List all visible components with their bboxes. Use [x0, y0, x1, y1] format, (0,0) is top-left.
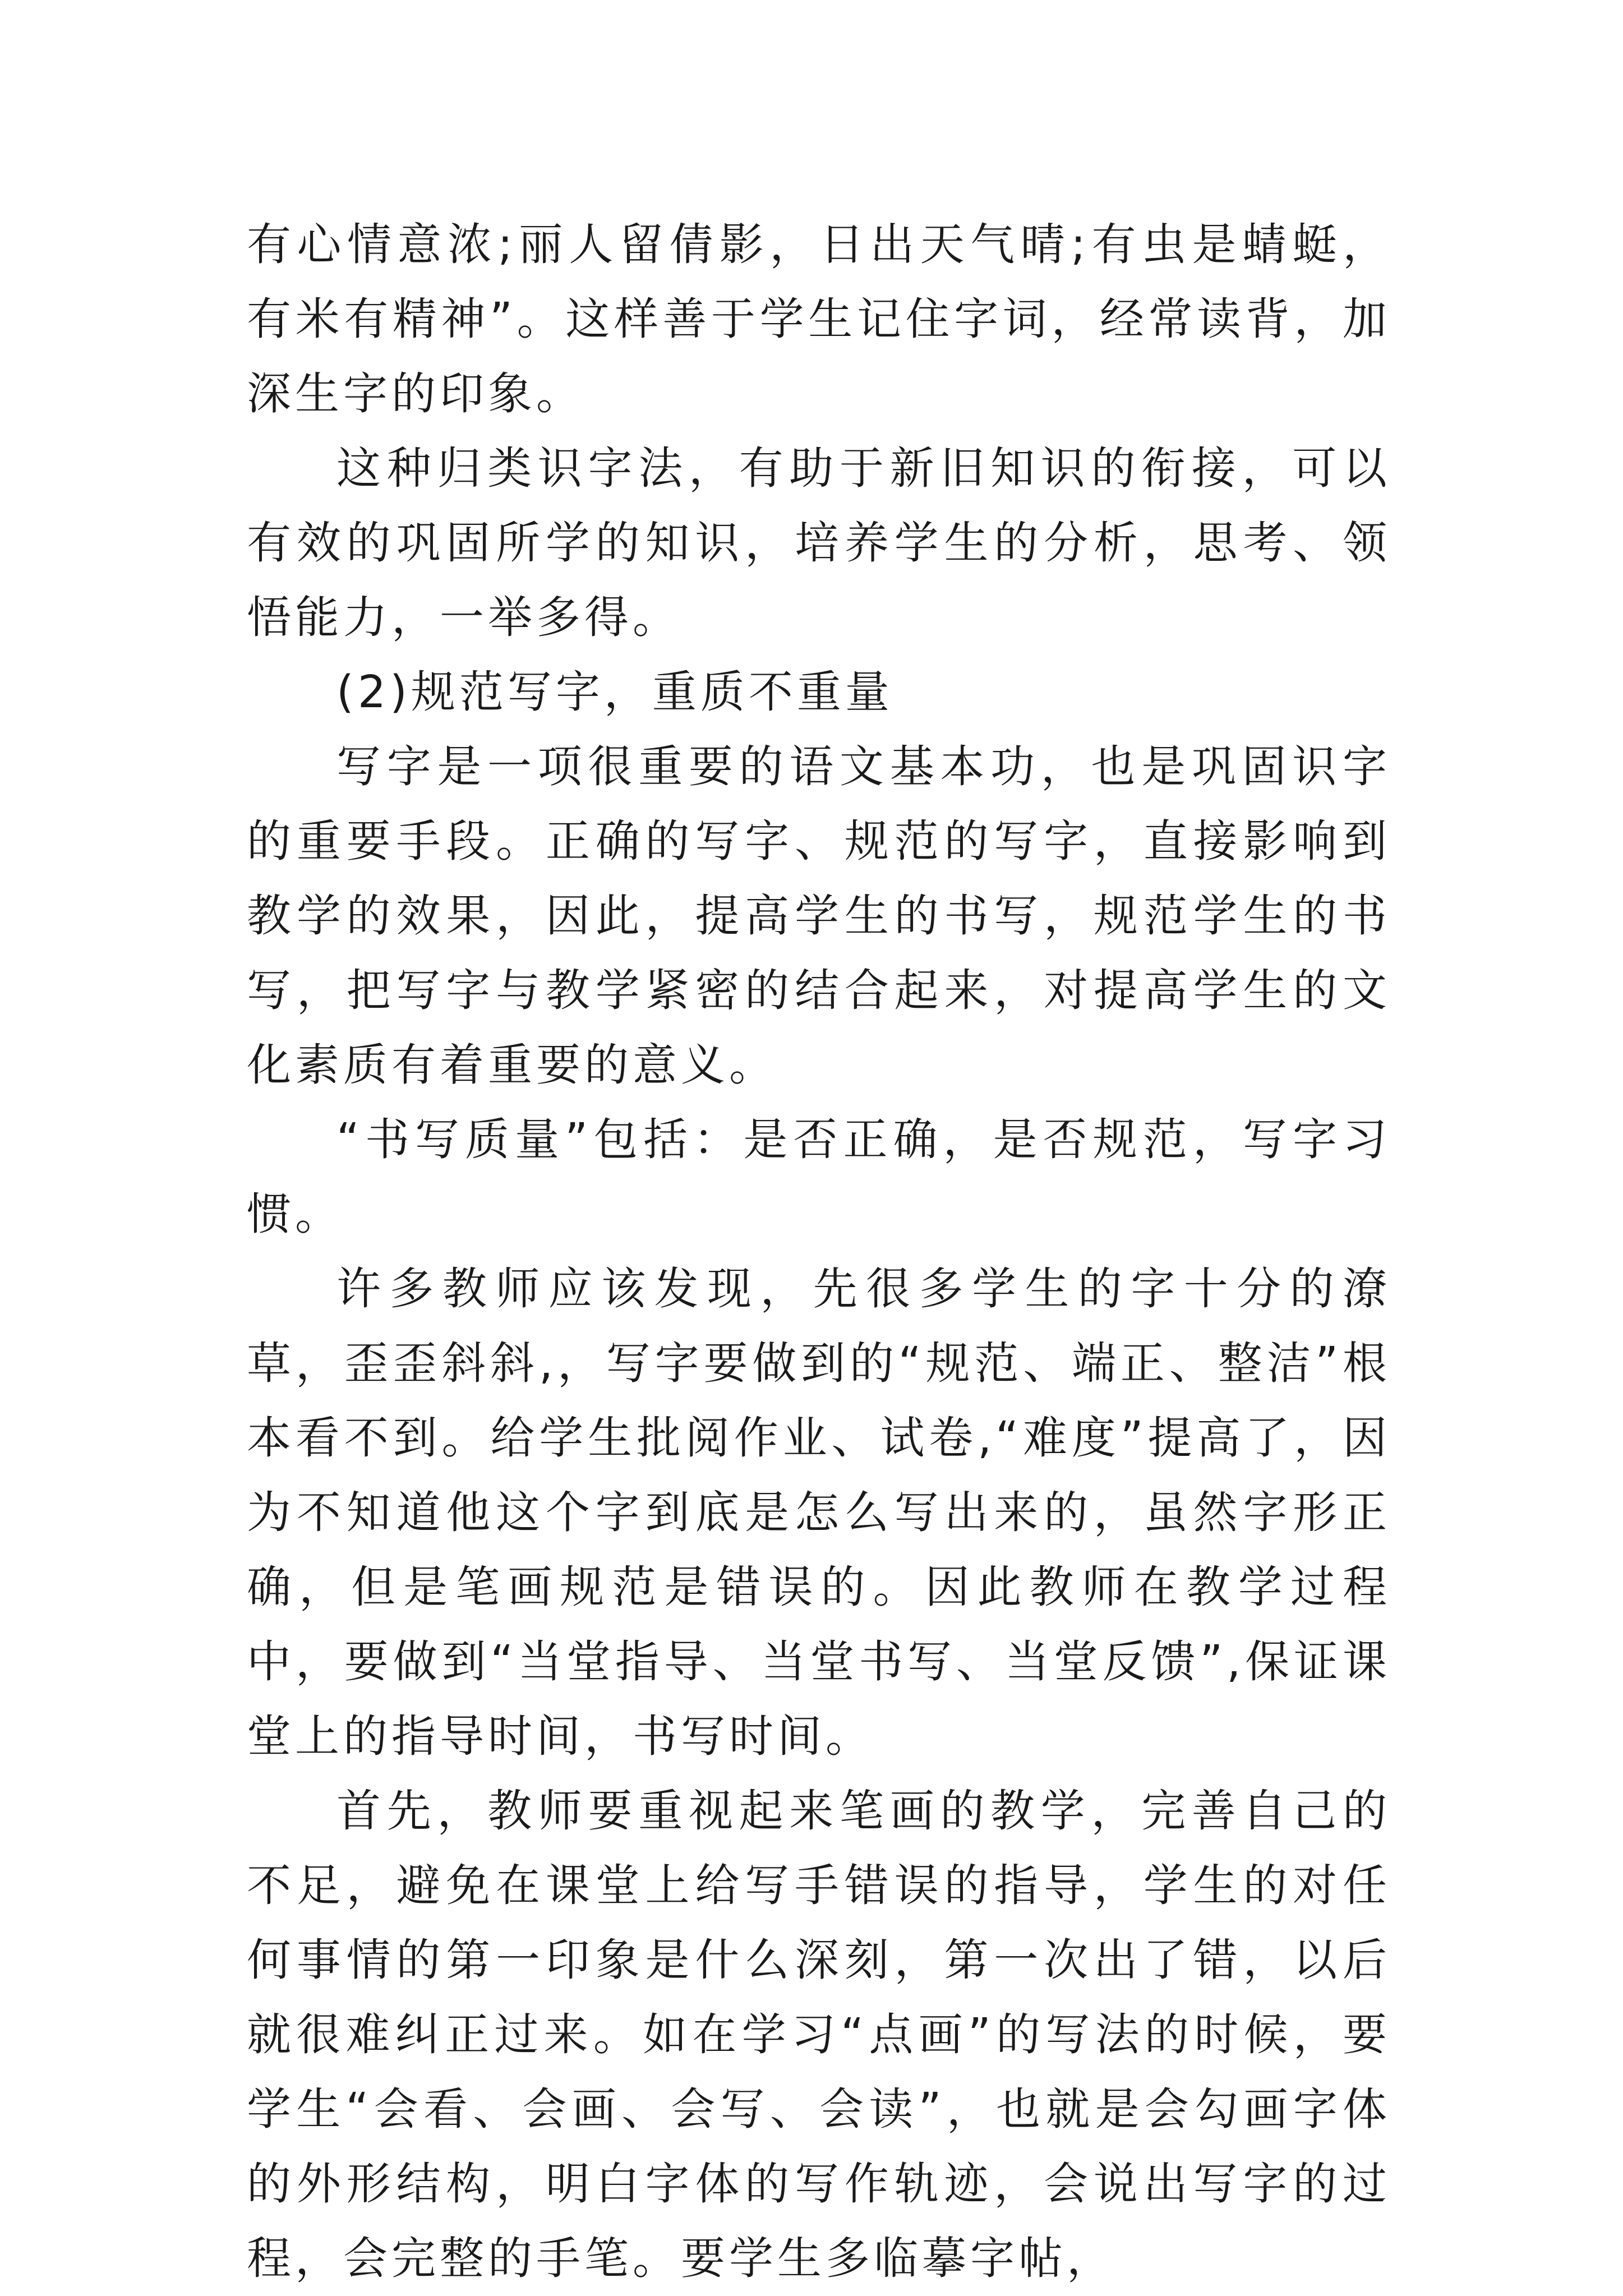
paragraph-writing-importance: 写字是一项很重要的语文基本功，也是巩固识字的重要手段。正确的写字、规范的写字，直接影响到教学的效果，因此，提高学生的书写，规范学生的书写，把写字与教学紧密的结合起来，对提高学生的文化素质有着重要的意义。 — [247, 741, 1391, 1091]
document-body — [247, 208, 1391, 2296]
paragraph-continued: 有心情意浓;丽人留倩影，日出天气晴;有虫是蜻蜓，有米有精神”。这样善于学生记住字词，经常读背，加深生字的印象。 — [247, 219, 1391, 419]
paragraph-writing-quality: “书写质量”包括：是否正确，是否规范，写字习惯。 — [247, 1114, 1391, 1240]
paragraph-teacher-observation: 许多教师应该发现，先很多学生的字十分的潦草，歪歪斜斜,，写字要做到的“规范、端正、整洁”根本看不到。给学生批阅作业、试卷,“难度”提高了，因为不知道他这个字到底是怎么写出来的，虽然字形正确，但是笔画规范是错误的。因此教师在教学过程中，要做到“当堂指导、当堂书写、当堂反馈”,保证课堂上的指导时间，书写时间。 — [247, 1263, 1391, 1762]
section-heading: (2)规范写字，重质不重量 — [336, 666, 893, 718]
paragraph-stroke-teaching: 首先，教师要重视起来笔画的教学，完善自己的不足，避免在课堂上给写手错误的指导，学生的对任何事情的第一印象是什么深刻，第一次出了错，以后就很难纠正过来。如在学习“点画”的写法的时候，要学生“会看、会画、会写、会读”，也就是会勾画字体的外形结构，明白字体的写作轨迹，会说出写字的过程，会完整的手笔。要学生多临摹字帖， — [247, 1785, 1391, 2284]
paragraph-classification-method: 这种归类识字法，有助于新旧知识的衔接，可以有效的巩固所学的知识，培养学生的分析，思考、领悟能力，一举多得。 — [247, 442, 1391, 643]
